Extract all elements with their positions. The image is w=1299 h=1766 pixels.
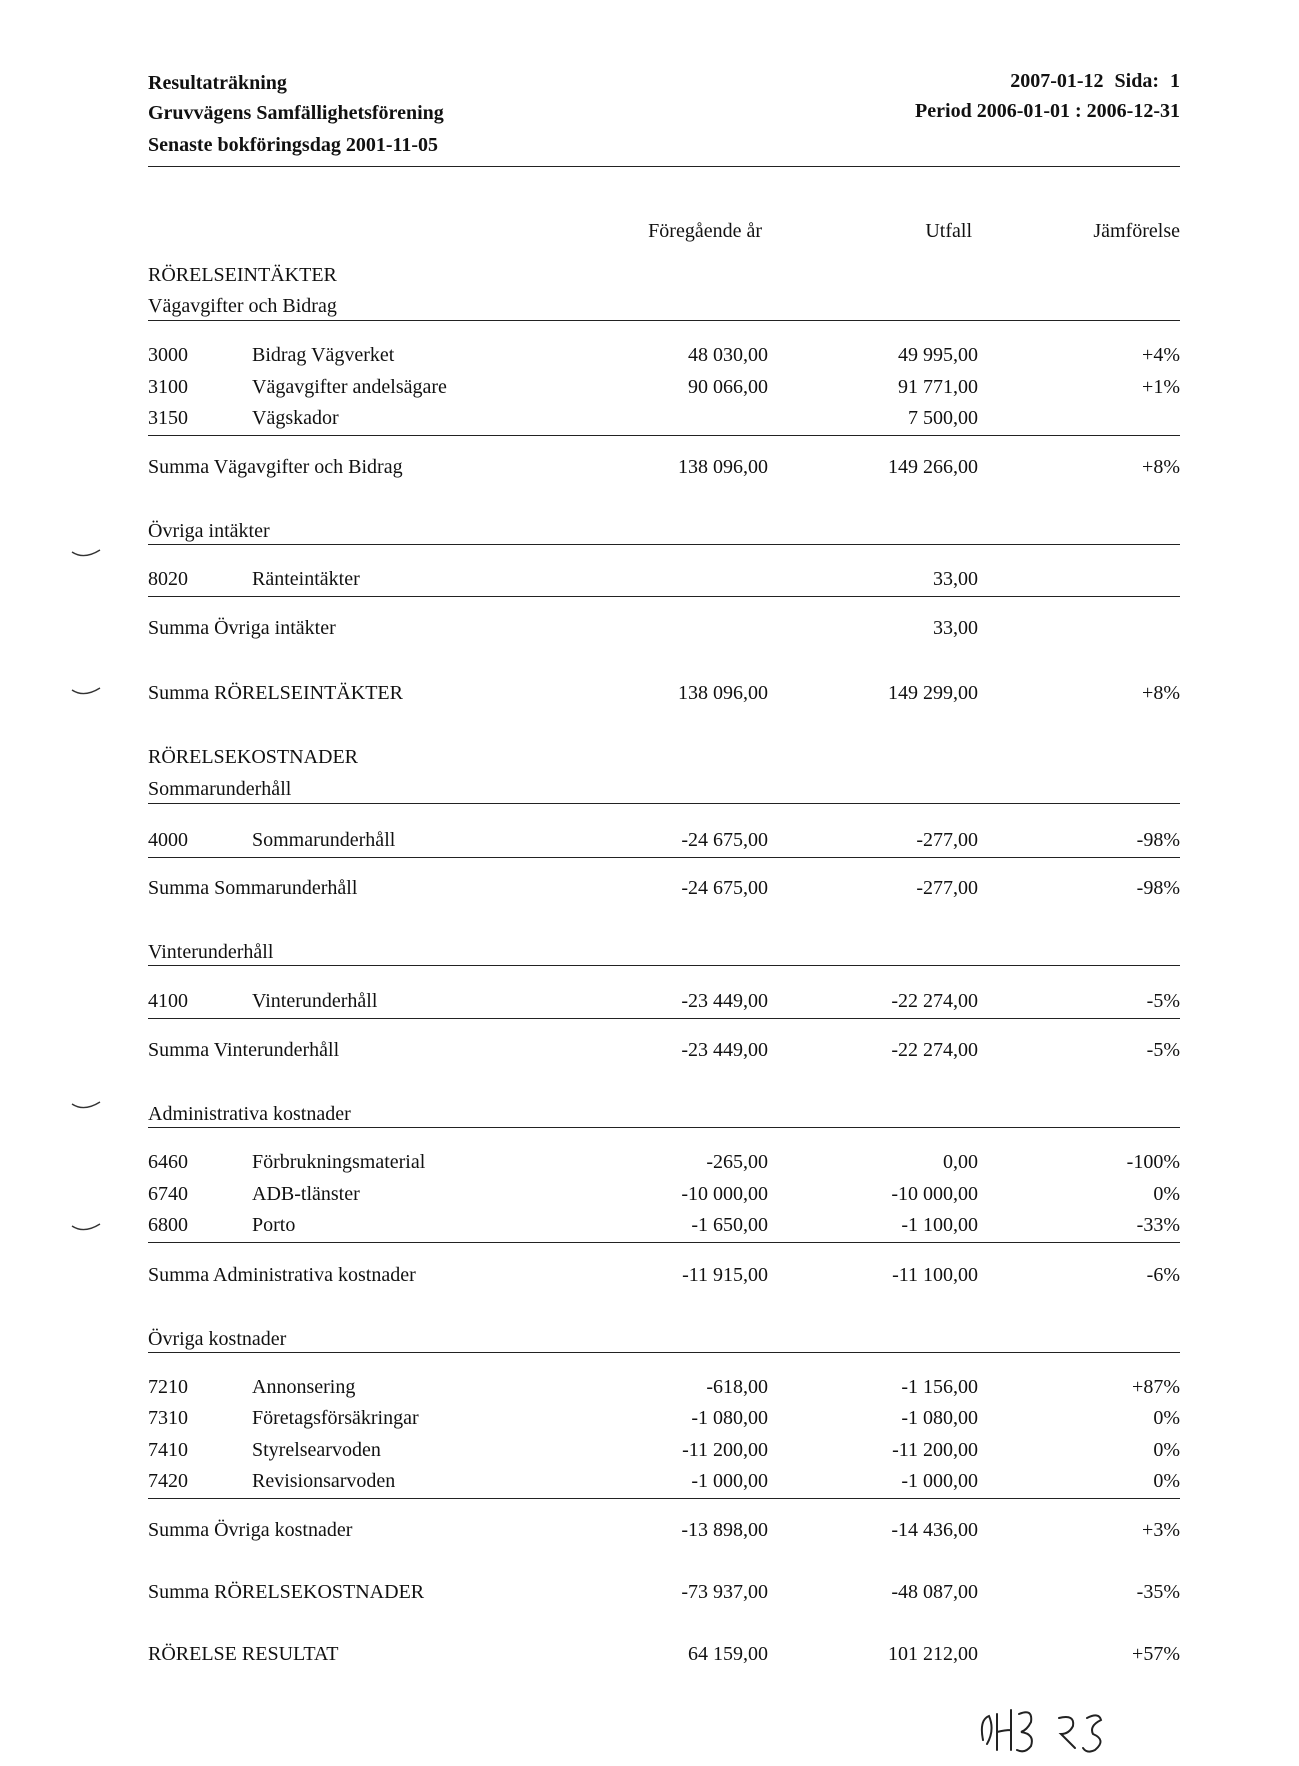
comparison-value: -5% xyxy=(1146,990,1180,1012)
group-divider xyxy=(148,544,1180,545)
account-number: 3100 xyxy=(148,376,188,398)
outcome-value: -1 080,00 xyxy=(901,1407,978,1429)
previous-year-value: -23 449,00 xyxy=(681,1039,768,1061)
comparison-value: -5% xyxy=(1146,1039,1180,1061)
column-outcome: Utfall xyxy=(925,220,972,242)
column-previous-year: Föregående år xyxy=(648,220,762,242)
outcome-value: 91 771,00 xyxy=(898,376,978,398)
previous-year-value: -618,00 xyxy=(706,1376,768,1398)
operating-result-row xyxy=(148,1643,1180,1671)
handwritten-initials xyxy=(975,1700,1135,1758)
check-mark-icon xyxy=(70,686,104,700)
account-name: Revisionsarvoden xyxy=(252,1470,396,1492)
comparison-value: +8% xyxy=(1142,682,1180,704)
comparison-value: -98% xyxy=(1136,829,1180,851)
account-name: Sommarunderhåll xyxy=(252,829,396,851)
account-name: Vägavgifter andelsägare xyxy=(252,376,447,398)
previous-year-value: 138 096,00 xyxy=(678,456,768,478)
outcome-value: 101 212,00 xyxy=(888,1643,978,1665)
outcome-value: -22 274,00 xyxy=(891,990,978,1012)
sum-label: Summa Sommarunderhåll xyxy=(148,877,358,899)
check-mark-icon xyxy=(70,1100,104,1114)
previous-year-value: -23 449,00 xyxy=(681,990,768,1012)
outcome-value: -277,00 xyxy=(916,877,978,899)
account-number: 7310 xyxy=(148,1407,188,1429)
sum-label: Summa Administrativa kostnader xyxy=(148,1264,416,1286)
account-number: 4000 xyxy=(148,829,188,851)
sum-label: Summa RÖRELSEINTÄKTER xyxy=(148,682,403,704)
previous-year-value: -1 650,00 xyxy=(691,1214,768,1236)
comparison-value: 0% xyxy=(1153,1470,1180,1492)
previous-year-value: -11 200,00 xyxy=(682,1439,768,1461)
outcome-value: 149 266,00 xyxy=(888,456,978,478)
table-row xyxy=(148,1183,1180,1211)
group-title: Vägavgifter och Bidrag xyxy=(148,295,337,317)
outcome-value: 7 500,00 xyxy=(908,407,978,429)
table-row xyxy=(148,376,1180,404)
outcome-value: -1 156,00 xyxy=(901,1376,978,1398)
group-divider xyxy=(148,803,1180,804)
outcome-value: 0,00 xyxy=(943,1151,978,1173)
group-title: Övriga intäkter xyxy=(148,520,270,542)
outcome-value: -14 436,00 xyxy=(891,1519,978,1541)
outcome-value: -277,00 xyxy=(916,829,978,851)
account-number: 3000 xyxy=(148,344,188,366)
comparison-value: -6% xyxy=(1146,1264,1180,1286)
outcome-value: -22 274,00 xyxy=(891,1039,978,1061)
table-row xyxy=(148,568,1180,597)
group-divider xyxy=(148,965,1180,966)
table-row xyxy=(148,1214,1180,1243)
group-sum-row xyxy=(148,456,1180,484)
table-row xyxy=(148,1439,1180,1467)
table-row xyxy=(148,1470,1180,1499)
account-name: Porto xyxy=(252,1214,296,1236)
outcome-value: 33,00 xyxy=(933,568,978,590)
account-name: ADB-tlänster xyxy=(252,1183,360,1205)
check-mark-icon xyxy=(70,548,104,562)
comparison-value: +57% xyxy=(1132,1643,1180,1665)
comparison-value: -35% xyxy=(1136,1581,1180,1603)
sum-label: Summa Övriga kostnader xyxy=(148,1519,353,1541)
table-row xyxy=(148,1376,1180,1404)
comparison-value: 0% xyxy=(1153,1407,1180,1429)
table-row xyxy=(148,829,1180,858)
comparison-value: +1% xyxy=(1142,376,1180,398)
account-name: Styrelsearvoden xyxy=(252,1439,381,1461)
section-total-row xyxy=(148,1581,1180,1609)
section-total-row xyxy=(148,682,1180,710)
account-number: 6740 xyxy=(148,1183,188,1205)
header-divider xyxy=(148,166,1180,167)
group-title: Administrativa kostnader xyxy=(148,1103,351,1125)
report-period: Period 2006-01-01 : 2006-12-31 xyxy=(915,100,1180,122)
section-title-costs: RÖRELSEKOSTNADER xyxy=(148,746,359,768)
check-mark-icon xyxy=(70,1222,104,1236)
previous-year-value: -24 675,00 xyxy=(681,829,768,851)
account-number: 8020 xyxy=(148,568,188,590)
previous-year-value: -11 915,00 xyxy=(682,1264,768,1286)
table-row xyxy=(148,1407,1180,1435)
organization-name: Gruvvägens Samfällighetsförening xyxy=(148,102,444,124)
previous-year-value: 90 066,00 xyxy=(688,376,768,398)
comparison-value: 0% xyxy=(1153,1439,1180,1461)
group-sum-row xyxy=(148,877,1180,905)
table-row xyxy=(148,990,1180,1019)
account-name: Förbrukningsmaterial xyxy=(252,1151,426,1173)
previous-year-value: -24 675,00 xyxy=(681,877,768,899)
sum-label: Summa Vinterunderhåll xyxy=(148,1039,340,1061)
group-divider xyxy=(148,1352,1180,1353)
comparison-value: 0% xyxy=(1153,1183,1180,1205)
outcome-value: -48 087,00 xyxy=(891,1581,978,1603)
account-number: 6800 xyxy=(148,1214,188,1236)
report-title: Resultaträkning xyxy=(148,72,287,94)
account-name: Ränteintäkter xyxy=(252,568,360,590)
account-name: Företagsförsäkringar xyxy=(252,1407,419,1429)
section-title-income: RÖRELSEINTÄKTER xyxy=(148,264,337,286)
outcome-value: 149 299,00 xyxy=(888,682,978,704)
previous-year-value: -1 000,00 xyxy=(691,1470,768,1492)
previous-year-value: 48 030,00 xyxy=(688,344,768,366)
account-number: 6460 xyxy=(148,1151,188,1173)
outcome-value: 49 995,00 xyxy=(898,344,978,366)
comparison-value: +3% xyxy=(1142,1519,1180,1541)
outcome-value: -1 100,00 xyxy=(901,1214,978,1236)
group-sum-row xyxy=(148,1039,1180,1067)
comparison-value: +87% xyxy=(1132,1376,1180,1398)
group-divider xyxy=(148,1127,1180,1128)
group-divider xyxy=(148,320,1180,321)
account-number: 7410 xyxy=(148,1439,188,1461)
table-row xyxy=(148,407,1180,436)
account-number: 4100 xyxy=(148,990,188,1012)
column-comparison: Jämförelse xyxy=(1093,220,1180,242)
outcome-value: -1 000,00 xyxy=(901,1470,978,1492)
outcome-value: -11 100,00 xyxy=(892,1264,978,1286)
previous-year-value: -265,00 xyxy=(706,1151,768,1173)
sum-label: Summa Vägavgifter och Bidrag xyxy=(148,456,403,478)
account-name: Annonsering xyxy=(252,1376,356,1398)
comparison-value: -33% xyxy=(1136,1214,1180,1236)
sum-label: Summa RÖRELSEKOSTNADER xyxy=(148,1581,425,1603)
account-number: 3150 xyxy=(148,407,188,429)
group-title: Sommarunderhåll xyxy=(148,778,292,800)
previous-year-value: -73 937,00 xyxy=(681,1581,768,1603)
print-date-page: 2007-01-12 Sida: 1 xyxy=(1010,70,1180,92)
account-name: Bidrag Vägverket xyxy=(252,344,395,366)
outcome-value: -10 000,00 xyxy=(891,1183,978,1205)
comparison-value: +8% xyxy=(1142,456,1180,478)
previous-year-value: 64 159,00 xyxy=(688,1643,768,1665)
account-name: Vägskador xyxy=(252,407,339,429)
group-sum-row xyxy=(148,617,1180,645)
comparison-value: -100% xyxy=(1126,1151,1180,1173)
previous-year-value: -13 898,00 xyxy=(681,1519,768,1541)
outcome-value: 33,00 xyxy=(933,617,978,639)
previous-year-value: -1 080,00 xyxy=(691,1407,768,1429)
account-number: 7420 xyxy=(148,1470,188,1492)
group-title: Övriga kostnader xyxy=(148,1328,287,1350)
previous-year-value: -10 000,00 xyxy=(681,1183,768,1205)
group-title: Vinterunderhåll xyxy=(148,941,274,963)
last-booking-date: Senaste bokföringsdag 2001-11-05 xyxy=(148,134,439,156)
table-row xyxy=(148,344,1180,372)
group-sum-row xyxy=(148,1519,1180,1547)
group-sum-row xyxy=(148,1264,1180,1292)
table-row xyxy=(148,1151,1180,1179)
account-name: Vinterunderhåll xyxy=(252,990,378,1012)
previous-year-value: 138 096,00 xyxy=(678,682,768,704)
comparison-value: +4% xyxy=(1142,344,1180,366)
comparison-value: -98% xyxy=(1136,877,1180,899)
result-label: RÖRELSE RESULTAT xyxy=(148,1643,339,1665)
sum-label: Summa Övriga intäkter xyxy=(148,617,336,639)
outcome-value: -11 200,00 xyxy=(892,1439,978,1461)
account-number: 7210 xyxy=(148,1376,188,1398)
